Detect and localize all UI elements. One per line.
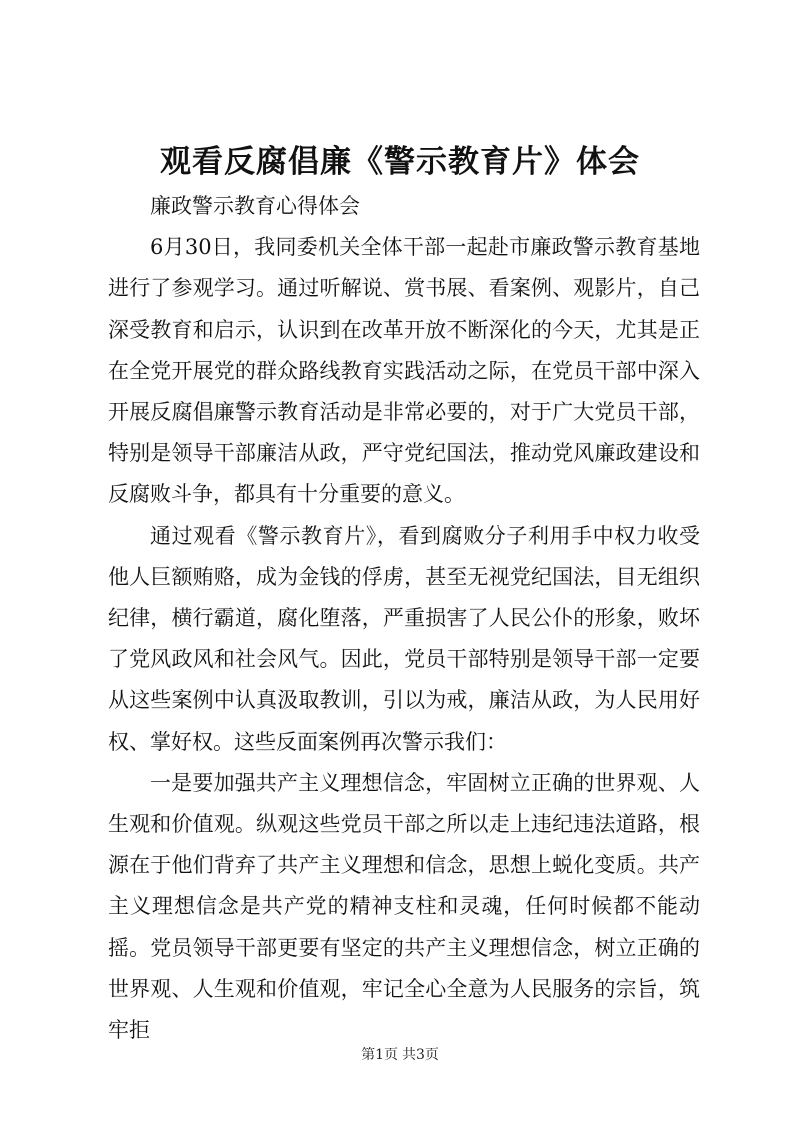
document-title: 观看反腐倡廉《警示教育片》体会 [160, 144, 640, 180]
paragraph-subtitle: 廉政警示教育心得体会 [150, 194, 360, 218]
page-total: 共3页 [402, 1047, 439, 1063]
document-body [108, 186, 700, 1051]
paragraph: 通过观看《警示教育片》，看到腐败分子利用手中权力收受他人巨额贿赂，成为金钱的俘虏，甚至无视党纪国法，目无组织纪律，横行霸道，腐化堕落，严重损害了人民公仆的形象，败坏了党风政风和社会风气。因此，党员干部特别是领导干部一定要从这些案例中认真汲取教训，引以为戒，廉洁从政，为人民用好权、掌好权。这些反面案例再次警示我们： [108, 523, 700, 754]
page-footer [0, 1045, 800, 1065]
paragraph: 6月30日，我同委机关全体干部一起赴市廉政警示教育基地进行了参观学习。通过听解说、赏书展、看案例、观影片，自己深受教育和启示，认识到在改革开放不断深化的今天，尤其是正在全党开展党的群众路线教育实践活动之际，在党员干部中深入开展反腐倡廉警示教育活动是非常必要的，对于广大党员干部，特别是领导干部廉洁从政，严守党纪国法，推动党风廉政建设和反腐败斗争，都具有十分重要的意义。 [108, 235, 700, 507]
paragraph: 一是要加强共产主义理想信念，牢固树立正确的世界观、人生观和价值观。纵观这些党员干部之所以走上违纪违法道路，根源在于他们背弃了共产主义理想和信念，思想上蜕化变质。共产主义理想信念是共产党的精神支柱和灵魂，任何时候都不能动摇。党员领导干部更要有坚定的共产主义理想信念，树立正确的世界观、人生观和价值观，牢记全心全意为人民服务的宗旨，筑牢拒 [108, 770, 700, 1043]
page-number: 第1页 [361, 1047, 398, 1063]
